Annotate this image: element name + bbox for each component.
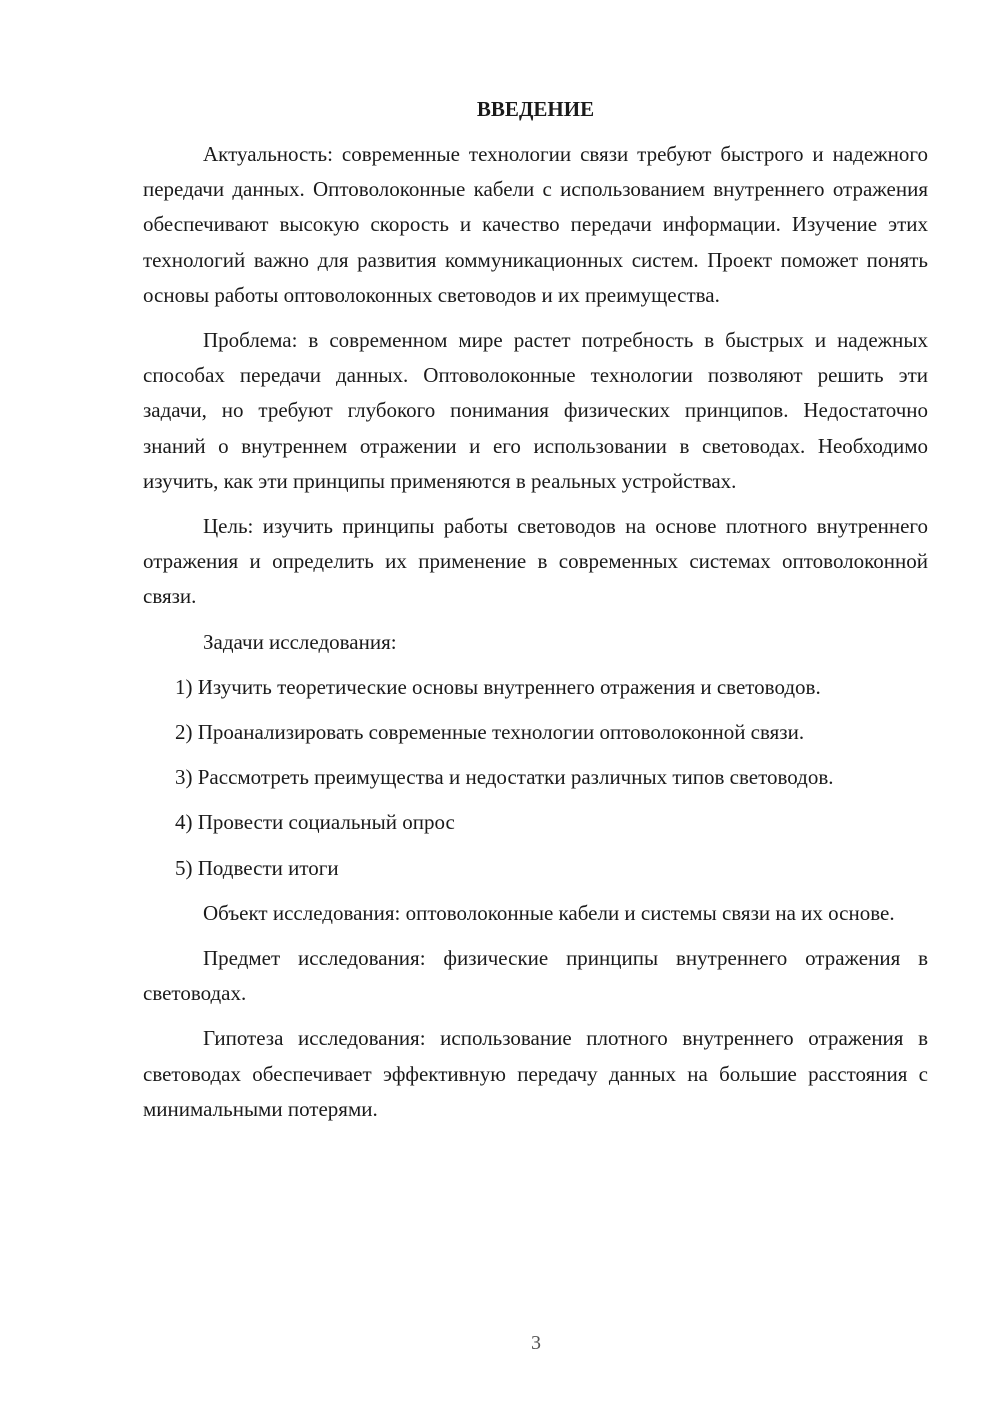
relevance-paragraph: Актуальность: современные технологии связи требуют быстрого и надежного передачи данных. Оптоволоконные кабели с использованием внутреннего отражения обеспечивают высокую скорость и качество передачи информации. Изучение этих технологий важно для развития коммуникационных систем. Проект поможет понять основы работы оптоволоконных световодов и их преимущества. <box>143 142 928 307</box>
task-item-3: 3) Рассмотреть преимущества и недостатки различных типов световодов. <box>175 765 834 790</box>
task-item-2: 2) Проанализировать современные технологии оптоволоконной связи. <box>175 720 805 745</box>
tasks-heading: Задачи исследования: <box>203 629 397 654</box>
object-paragraph: Объект исследования: оптоволоконные кабели и системы связи на их основе. <box>203 900 895 925</box>
task-item-1: 1) Изучить теоретические основы внутреннего отражения и световодов. <box>175 674 821 699</box>
problem-paragraph: Проблема: в современном мире растет потребность в быстрых и надежных способах передачи данных. Оптоволоконные технологии позволяют решить эти задачи, но требуют глубокого понимания физических принципов. Недостаточно знаний о внутреннем отражении и его использовании в световодах. Необходимо изучить, как эти принципы применяются в реальных устройствах. <box>143 328 928 493</box>
page-title: ВВЕДЕНИЕ <box>476 97 595 121</box>
goal-paragraph: Цель: изучить принципы работы световодов на основе плотного внутреннего отражения и определить их применение в современных системах оптоволоконной связи. <box>143 514 928 609</box>
hypothesis-paragraph: Гипотеза исследования: использование плотного внутреннего отражения в световодах обеспечивает эффективную передачу данных на большие расстояния с минимальными потерями. <box>143 1026 928 1121</box>
task-item-5: 5) Подвести итоги <box>175 855 339 880</box>
document-page <box>143 92 928 1137</box>
task-item-4: 4) Провести социальный опрос <box>175 810 455 835</box>
subject-paragraph: Предмет исследования: физические принципы внутреннего отражения в световодах. <box>143 946 928 1006</box>
page-number: 3 <box>531 1332 541 1354</box>
